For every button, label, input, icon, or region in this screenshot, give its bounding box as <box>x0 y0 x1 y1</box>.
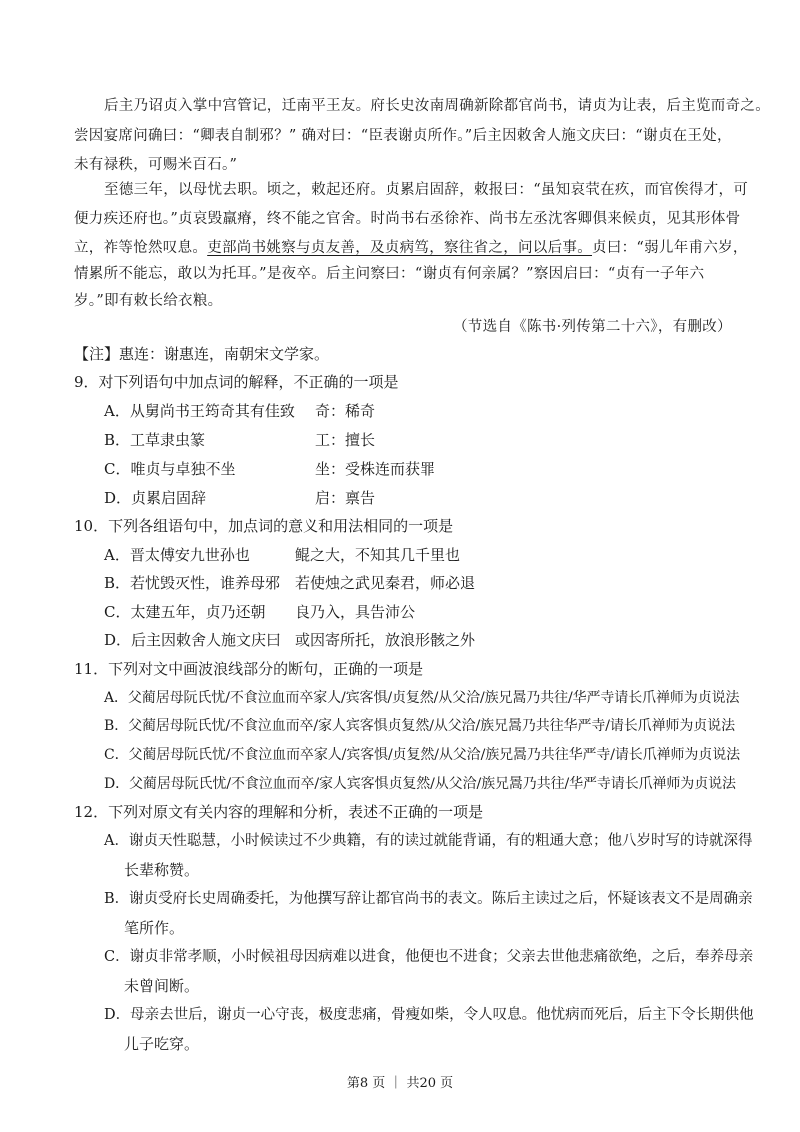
passage-line: 尝因宴席问确曰：“卿表自制邪？” 确对曰：“臣表谢贞所作。”后主因敕舍人施文庆曰：“谢贞在王处， <box>74 128 732 144</box>
q9-stem: 9．对下列语句中加点词的解释，不正确的一项是 <box>74 373 399 391</box>
underlined-sentence: 吏部尚书姚察与贞友善，及贞病笃，察往省之，问以后事。 <box>207 240 593 256</box>
q12-option-b: B．谢贞受府长史周确委托，为他撰写辞让都官尚书的表文。陈后主读过之后，怀疑该表文不是周确亲 <box>104 891 753 907</box>
passage-line: 至德三年，以母忧去职。顷之，敕起还府。贞累启固辞，敕报曰：“虽知哀茕在疚，而官俟得才，可 <box>104 182 749 198</box>
passage-text: 贞曰：“弱儿年甫六岁， <box>592 240 748 256</box>
passage-line: 便力疾还府也。”贞哀毁羸瘠，终不能之官舍。时尚书右丞徐祚、尚书左丞沈客卿俱来候贞，见其形体骨 <box>74 211 741 227</box>
q11-option-a: A．父蔺居母阮氏忧/不食泣血而卒家人/宾客惧/贞复然/从父洽/族兄暠乃共往/华严寺请长爪禅师为贞说法 <box>104 690 740 706</box>
note: 【注】惠连：谢惠连，南朝宋文学家。 <box>74 345 330 363</box>
q12-stem: 12．下列对原文有关内容的理解和分析，表述不正确的一项是 <box>74 803 484 821</box>
q12-option-b-cont: 笔所作。 <box>124 919 185 937</box>
passage-line <box>74 238 748 258</box>
q11-option-c: C．父蔺居母阮氏忧/不食泣血而卒家人/宾客惧/贞复然/从父洽/族兄暠乃共往华严寺/请长爪禅师为贞说法 <box>104 747 741 763</box>
passage-line: 未有禄秩，可赐米百石。” <box>74 157 238 173</box>
passage-line: 情累所不能忘，敢以为托耳。”是夜卒。后主问察曰：“谢贞有何亲属？”察因启曰：“贞有一子年六 <box>74 266 705 282</box>
q10-option-a: A．晋太傅安九世孙也 鲲之大，不知其几千里也 <box>104 546 461 564</box>
source-citation: （节选自《陈书·列传第二十六》，有删改） <box>453 319 732 335</box>
q12-option-a-cont: 长辈称赞。 <box>124 861 200 879</box>
passage-line: 后主乃诏贞入掌中宫管记，迁南平王友。府长史汝南周确新除都官尚书，请贞为让表，后主览而奇之。 <box>104 98 770 114</box>
q12-option-d-cont: 儿子吃穿。 <box>124 1035 200 1053</box>
q11-option-b: B．父蔺居母阮氏忧/不食泣血而卒/家人宾客惧贞复然/从父洽/族兄暠乃共往华严寺/请长爪禅师为贞说法 <box>104 718 735 734</box>
q12-option-d: D．母亲去世后，谢贞一心守丧，极度悲痛，骨瘦如柴，令人叹息。他忧病而死后，后主下令长期供他 <box>104 1007 754 1023</box>
q9-option-d: D．贞累启固辞 启：禀告 <box>104 489 376 507</box>
passage-text: 立，祚等怆然叹息。 <box>74 240 208 256</box>
q9-option-c: C．唯贞与卓独不坐 坐：受株连而获罪 <box>104 460 436 478</box>
q12-option-c: C．谢贞非常孝顺，小时候祖母因病难以进食，他便也不进食；父亲去世他悲痛欲绝，之后，奉养母亲 <box>104 949 754 965</box>
passage-line: 岁。”即有敕长给衣粮。 <box>74 293 223 309</box>
q10-option-b: B．若忧毁灭性，谁养母邪 若使烛之武见秦君，师必退 <box>104 574 476 592</box>
q12-option-a: A．谢贞天性聪慧，小时候读过不少典籍，有的读过就能背诵，有的粗通大意；他八岁时写的诗就深得 <box>104 833 753 849</box>
q9-option-a: A．从舅尚书王筠奇其有佳致 奇：稀奇 <box>104 402 376 420</box>
q12-option-c-cont: 未曾间断。 <box>124 977 200 995</box>
q10-stem: 10．下列各组语句中，加点词的意义和用法相同的一项是 <box>74 517 454 535</box>
page-footer: 第8 页 ｜ 共20 页 <box>346 1076 454 1091</box>
q11-option-d: D．父蔺居母阮氏忧/不食泣血而卒/家人宾客惧贞复然/从父洽/族兄暠乃共往/华严寺请长爪禅师为贞说法 <box>104 776 736 792</box>
q11-stem: 11．下列对文中画波浪线部分的断句，正确的一项是 <box>74 660 424 678</box>
q9-option-b: B．工草隶虫篆 工：擅长 <box>104 431 376 449</box>
q10-option-c: C．太建五年，贞乃还朝 良乃入，具告沛公 <box>104 603 416 621</box>
q10-option-d: D．后主因敕舍人施文庆曰 或因寄所托，放浪形骸之外 <box>104 631 476 649</box>
